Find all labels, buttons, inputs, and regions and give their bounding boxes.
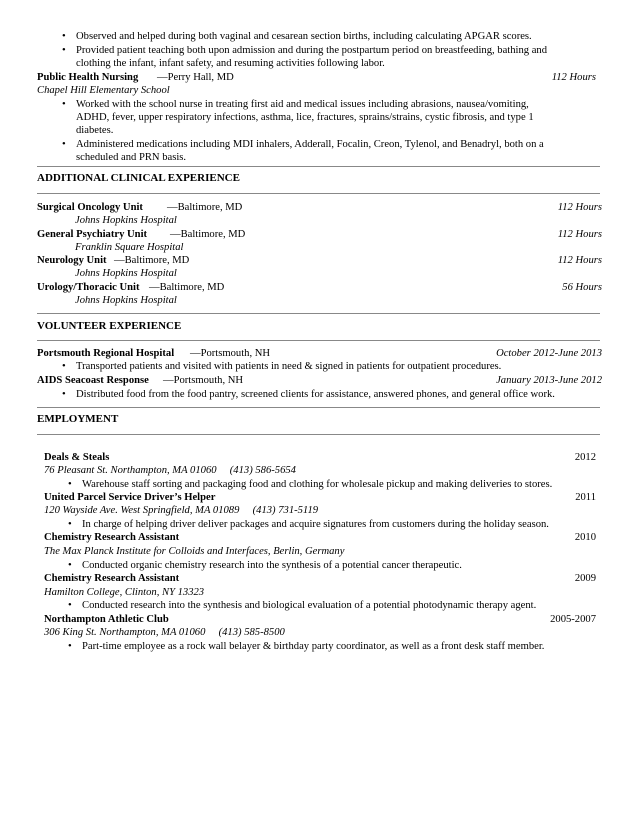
entry-school: Chapel Hill Elementary School (37, 85, 170, 96)
job-year: 2009 (574, 573, 596, 584)
job-year: 2005-2007 (550, 614, 596, 625)
entry-hospital: Johns Hopkins Hospital (75, 215, 177, 226)
entry-title: General Psychiatry Unit (37, 229, 148, 240)
bullet-text: Part-time employee as a rock wall belayer & birthday party coordinator, as well as a front desk staff member. (82, 641, 545, 652)
bullet-text: Provided patient teaching both upon admission and during the postpartum period on breastfeeding, bathing and (76, 45, 548, 56)
job-address: The Max Planck Institute for Colloids and Interfaces, Berlin, Germany (44, 546, 345, 557)
section-divider (37, 340, 600, 341)
entry-location: —Portsmouth, NH (190, 348, 271, 359)
bullet-icon: • (68, 519, 72, 530)
bullet-text: In charge of helping driver deliver packages and acquire signatures from customers during the holiday season. (82, 519, 549, 530)
job-year: 2010 (574, 532, 596, 543)
bullet-icon: • (68, 641, 72, 652)
bullet-text: Warehouse staff sorting and packaging food and clothing for wholesale pickup and making deliveries to stores. (82, 479, 553, 490)
entry-title: AIDS Seacoast Response (37, 375, 149, 386)
entry-location: —Portsmouth, NH (163, 375, 244, 386)
bullet-icon: • (62, 45, 66, 56)
entry-title: Surgical Oncology Unit (37, 202, 143, 213)
job-year: 2012 (574, 452, 596, 463)
entry-dates: October 2012-June 2013 (496, 348, 602, 359)
section-divider (37, 193, 600, 194)
bullet-text: Worked with the school nurse in treating first aid and medical issues including abrasions, nausea/vomiting, (76, 99, 529, 110)
section-divider (37, 434, 600, 435)
entry-location: —Baltimore, MD (167, 202, 243, 213)
bullet-text: ADHD, fever, upper respiratory infections, asthma, lice, fractures, sprains/strains, cystic fibrosis, and type 1 (76, 112, 534, 123)
entry-hospital: Johns Hopkins Hospital (75, 268, 177, 279)
entry-hours: 112 Hours (557, 202, 602, 213)
bullet-text: scheduled and PRN basis. (76, 152, 187, 163)
section-heading: ADDITIONAL CLINICAL EXPERIENCE (37, 172, 240, 184)
section-divider (37, 407, 600, 408)
job-year: 2011 (575, 492, 596, 503)
section-heading: VOLUNTEER EXPERIENCE (37, 320, 182, 332)
bullet-text: Transported patients and visited with patients in need & signed in patients for outpatient procedures. (76, 361, 502, 372)
entry-title: Neurology Unit (37, 255, 107, 266)
bullet-text: Administered medications including MDI inhalers, Adderall, Focalin, Creon, Tylenol, and Benadryl, both on a (76, 139, 544, 150)
job-title: Deals & Steals (44, 452, 110, 463)
bullet-icon: • (62, 99, 66, 110)
job-address: 306 King St. Northampton, MA 01060 (413) 585-8500 (44, 627, 285, 638)
job-title: Chemistry Research Assistant (44, 573, 180, 584)
entry-hospital: Johns Hopkins Hospital (75, 295, 177, 306)
bullet-text: Conducted organic chemistry research into the synthesis of a potential cancer therapeutic. (82, 560, 462, 571)
entry-title: Public Health Nursing (37, 72, 139, 83)
job-title: United Parcel Service Driver’s Helper (44, 492, 216, 503)
bullet-text: clothing the infant, infant safety, and resuming activities following labor. (76, 58, 385, 69)
job-title: Chemistry Research Assistant (44, 532, 180, 543)
entry-location: —Baltimore, MD (114, 255, 190, 266)
entry-location: —Baltimore, MD (170, 229, 246, 240)
bullet-text: Conducted research into the synthesis and biological evaluation of a potential photodynamic therapy agent. (82, 600, 537, 611)
entry-title: Portsmouth Regional Hospital (37, 348, 175, 359)
bullet-icon: • (62, 139, 66, 150)
entry-hours: 112 Hours (557, 229, 602, 240)
bullet-icon: • (68, 600, 72, 611)
entry-hours: 112 Hours (551, 72, 596, 83)
bullet-text: Observed and helped during both vaginal and cesarean section births, including calculating APGAR scores. (76, 31, 532, 42)
entry-location: —Baltimore, MD (149, 282, 225, 293)
entry-dates: January 2013-June 2012 (496, 375, 602, 386)
job-address: Hamilton College, Clinton, NY 13323 (44, 587, 205, 598)
entry-hours: 56 Hours (562, 282, 602, 293)
bullet-icon: • (62, 389, 66, 400)
section-divider (37, 166, 600, 167)
job-address: 76 Pleasant St. Northampton, MA 01060 (413) 586-5654 (44, 465, 296, 476)
job-title: Northampton Athletic Club (44, 614, 169, 625)
bullet-icon: • (62, 361, 66, 372)
entry-hours: 112 Hours (557, 255, 602, 266)
job-address: 120 Wayside Ave. West Springfield, MA 01089 (413) 731-5119 (44, 505, 319, 516)
bullet-icon: • (68, 479, 72, 490)
bullet-icon: • (68, 560, 72, 571)
entry-hospital: Franklin Square Hospital (75, 242, 184, 253)
section-divider (37, 313, 600, 314)
bullet-icon: • (62, 31, 66, 42)
entry-location: —Perry Hall, MD (157, 72, 234, 83)
bullet-text: Distributed food from the food pantry, screened clients for assistance, answered phones, and general office work. (76, 389, 555, 400)
section-heading: EMPLOYMENT (37, 413, 119, 425)
bullet-text: diabetes. (76, 125, 114, 136)
entry-title: Urology/Thoracic Unit (37, 282, 140, 293)
